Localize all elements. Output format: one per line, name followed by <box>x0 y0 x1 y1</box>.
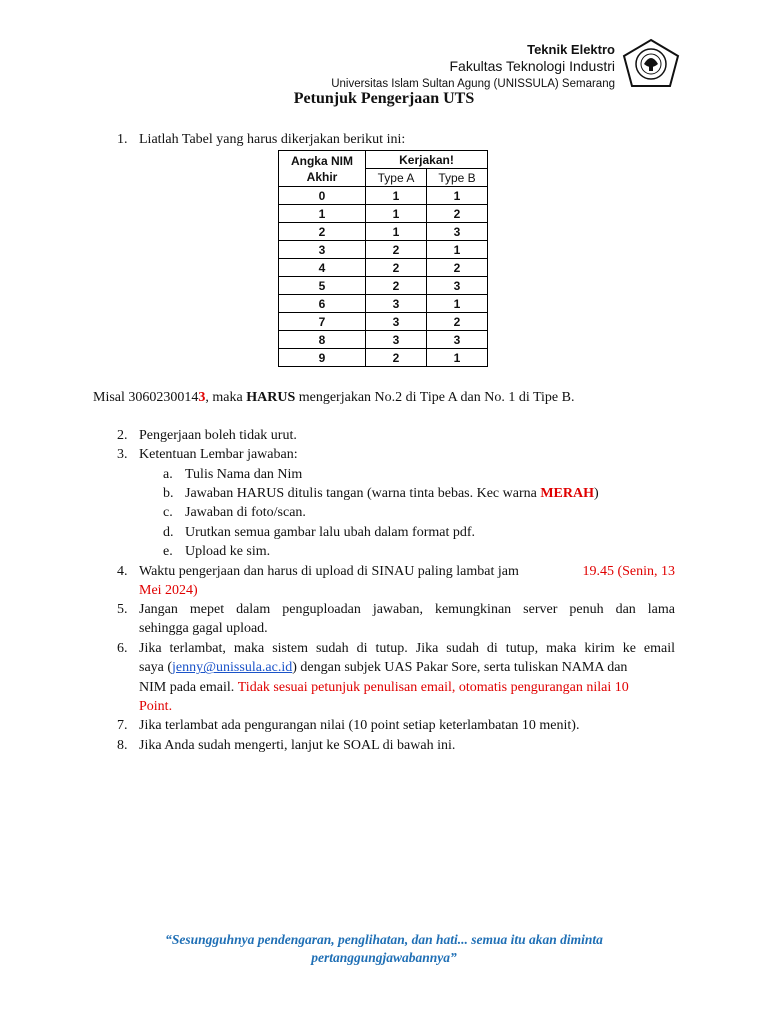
sub-d-text: Urutkan semua gambar lalu ubah dalam format pdf. <box>185 525 476 540</box>
nim-digit-cell: 0 <box>279 187 366 205</box>
item-6-l3a: NIM pada email. <box>139 679 238 695</box>
item-6-l3red: Tidak sesuai petunjuk penulisan email, otomatis pengurangan nilai 10 <box>237 679 629 695</box>
table-row <box>279 331 488 349</box>
example-suffix: mengerjakan No.2 di Tipe A dan No. 1 di Tipe B. <box>295 390 575 405</box>
sub-letter: a. <box>163 467 173 482</box>
type-b-cell: 1 <box>427 295 488 313</box>
type-b-cell: 3 <box>427 223 488 241</box>
sub-b-end: ) <box>594 486 599 501</box>
item-number: 5. <box>117 602 128 617</box>
footer-line1: “Sesungguhnya pendengaran, penglihatan, dan hati... semua itu akan diminta <box>165 932 603 947</box>
col-header-type-a: Type A <box>366 169 427 187</box>
item-6-l2b: ) dengan subjek UAS Pakar Sore, serta tuliskan NAMA dan <box>292 660 628 676</box>
type-a-cell: 2 <box>366 277 427 295</box>
nim-digit-cell: 3 <box>279 241 366 259</box>
item-4-red2: Mei 2024) <box>139 583 198 599</box>
sub-e-text: Upload ke sim. <box>185 544 271 559</box>
nim-digit-cell: 7 <box>279 313 366 331</box>
type-b-cell: 1 <box>427 241 488 259</box>
item-6-line1: Jika terlambat, maka sistem sudah di tutup. Jika sudah di tutup, maka kirim ke email <box>139 641 675 656</box>
col-header-type-b: Type B <box>427 169 488 187</box>
item-number: 4. <box>117 564 128 579</box>
type-a-cell: 3 <box>366 331 427 349</box>
table-row <box>279 205 488 223</box>
type-a-cell: 1 <box>366 205 427 223</box>
item-7-text: Jika terlambat ada pengurangan nilai (10 point setiap keterlambatan 10 menit). <box>139 718 580 733</box>
item-8-text: Jika Anda sudah mengerti, lanjut ke SOAL di bawah ini. <box>139 738 456 753</box>
item-number: 3. <box>117 447 128 462</box>
type-b-cell: 3 <box>427 331 488 349</box>
page-title: Petunjuk Pengerjaan UTS <box>293 90 475 107</box>
example-must: HARUS <box>246 390 296 405</box>
item-4-body: Waktu pengerjaan dan harus di upload di SINAU paling lambat jam <box>139 564 519 579</box>
table-row <box>279 313 488 331</box>
sub-letter: e. <box>163 544 173 559</box>
example-prefix: Misal 3060230014 <box>93 390 199 405</box>
email-link[interactable]: jenny@unissula.ac.id <box>172 660 293 676</box>
table-row <box>279 277 488 295</box>
type-b-cell: 1 <box>427 187 488 205</box>
example-digit: 3 <box>198 390 206 405</box>
item-4-text <box>139 562 675 601</box>
footer-line2: pertanggungjawabannya” <box>311 950 457 965</box>
sub-letter: d. <box>163 525 174 540</box>
type-a-cell: 3 <box>366 313 427 331</box>
type-b-cell: 1 <box>427 349 488 367</box>
item-number: 2. <box>117 428 128 443</box>
item-number: 1. <box>117 132 128 147</box>
item-6-line2 <box>139 658 675 677</box>
letterhead <box>331 42 615 92</box>
item-6-line3 <box>139 678 675 697</box>
sub-letter: b. <box>163 486 174 501</box>
university-name: Universitas Islam Sultan Agung (UNISSULA) Semarang <box>331 78 615 90</box>
item-5-line1: Jangan mepet dalam penguploadan jawaban, kemungkinan server penuh dan lama <box>139 602 675 617</box>
nim-digit-cell: 8 <box>279 331 366 349</box>
university-logo-icon <box>620 38 682 88</box>
item-6-text <box>139 639 675 717</box>
sub-b-text: Jawaban HARUS ditulis tangan (warna tinta bebas. Kec warna <box>185 486 541 501</box>
footer-quote <box>0 931 768 967</box>
type-b-cell: 3 <box>427 277 488 295</box>
type-a-cell: 2 <box>366 259 427 277</box>
table-row <box>279 187 488 205</box>
type-b-cell: 2 <box>427 205 488 223</box>
table-body <box>279 187 488 367</box>
item-number: 7. <box>117 718 128 733</box>
sub-letter: c. <box>163 505 173 520</box>
item-number: 8. <box>117 738 128 753</box>
item-5-line2: sehingga gagal upload. <box>139 621 268 637</box>
type-b-cell: 2 <box>427 259 488 277</box>
example-line <box>93 388 574 407</box>
type-b-cell: 2 <box>427 313 488 331</box>
nim-digit-cell: 9 <box>279 349 366 367</box>
sub-c-text: Jawaban di foto/scan. <box>185 505 306 520</box>
type-a-cell: 3 <box>366 295 427 313</box>
table-row <box>279 259 488 277</box>
type-a-cell: 1 <box>366 223 427 241</box>
item-number: 6. <box>117 641 128 656</box>
col-header-nim-label: Angka NIM Akhir <box>290 153 353 184</box>
sub-b-red: MERAH <box>540 486 595 501</box>
sub-a-text: Tulis Nama dan Nim <box>185 467 303 482</box>
sub-b-line <box>185 484 599 503</box>
nim-digit-cell: 4 <box>279 259 366 277</box>
example-mid: , maka <box>205 390 247 405</box>
item-6-l2a: saya ( <box>139 660 173 676</box>
item-1-text: Liatlah Tabel yang harus dikerjakan berikut ini: <box>139 132 406 147</box>
nim-digit-cell: 2 <box>279 223 366 241</box>
table-row <box>279 241 488 259</box>
col-header-nim <box>279 151 366 187</box>
table-row <box>279 223 488 241</box>
table-row <box>279 295 488 313</box>
item-5-text <box>139 600 675 639</box>
assignment-table <box>278 150 488 367</box>
nim-digit-cell: 6 <box>279 295 366 313</box>
nim-digit-cell: 1 <box>279 205 366 223</box>
item-2-text: Pengerjaan boleh tidak urut. <box>139 428 297 443</box>
type-a-cell: 2 <box>366 349 427 367</box>
col-header-group: Kerjakan! <box>366 151 488 169</box>
item-3-text: Ketentuan Lembar jawaban: <box>139 447 298 462</box>
item-6-l4red: Point. <box>139 699 173 715</box>
item-4-red1: 19.45 (Senin, 13 <box>582 564 675 579</box>
type-a-cell: 1 <box>366 187 427 205</box>
nim-digit-cell: 5 <box>279 277 366 295</box>
table-row <box>279 349 488 367</box>
faculty-name: Fakultas Teknologi Industri <box>449 58 615 74</box>
type-a-cell: 2 <box>366 241 427 259</box>
dept-name: Teknik Elektro <box>527 42 615 57</box>
